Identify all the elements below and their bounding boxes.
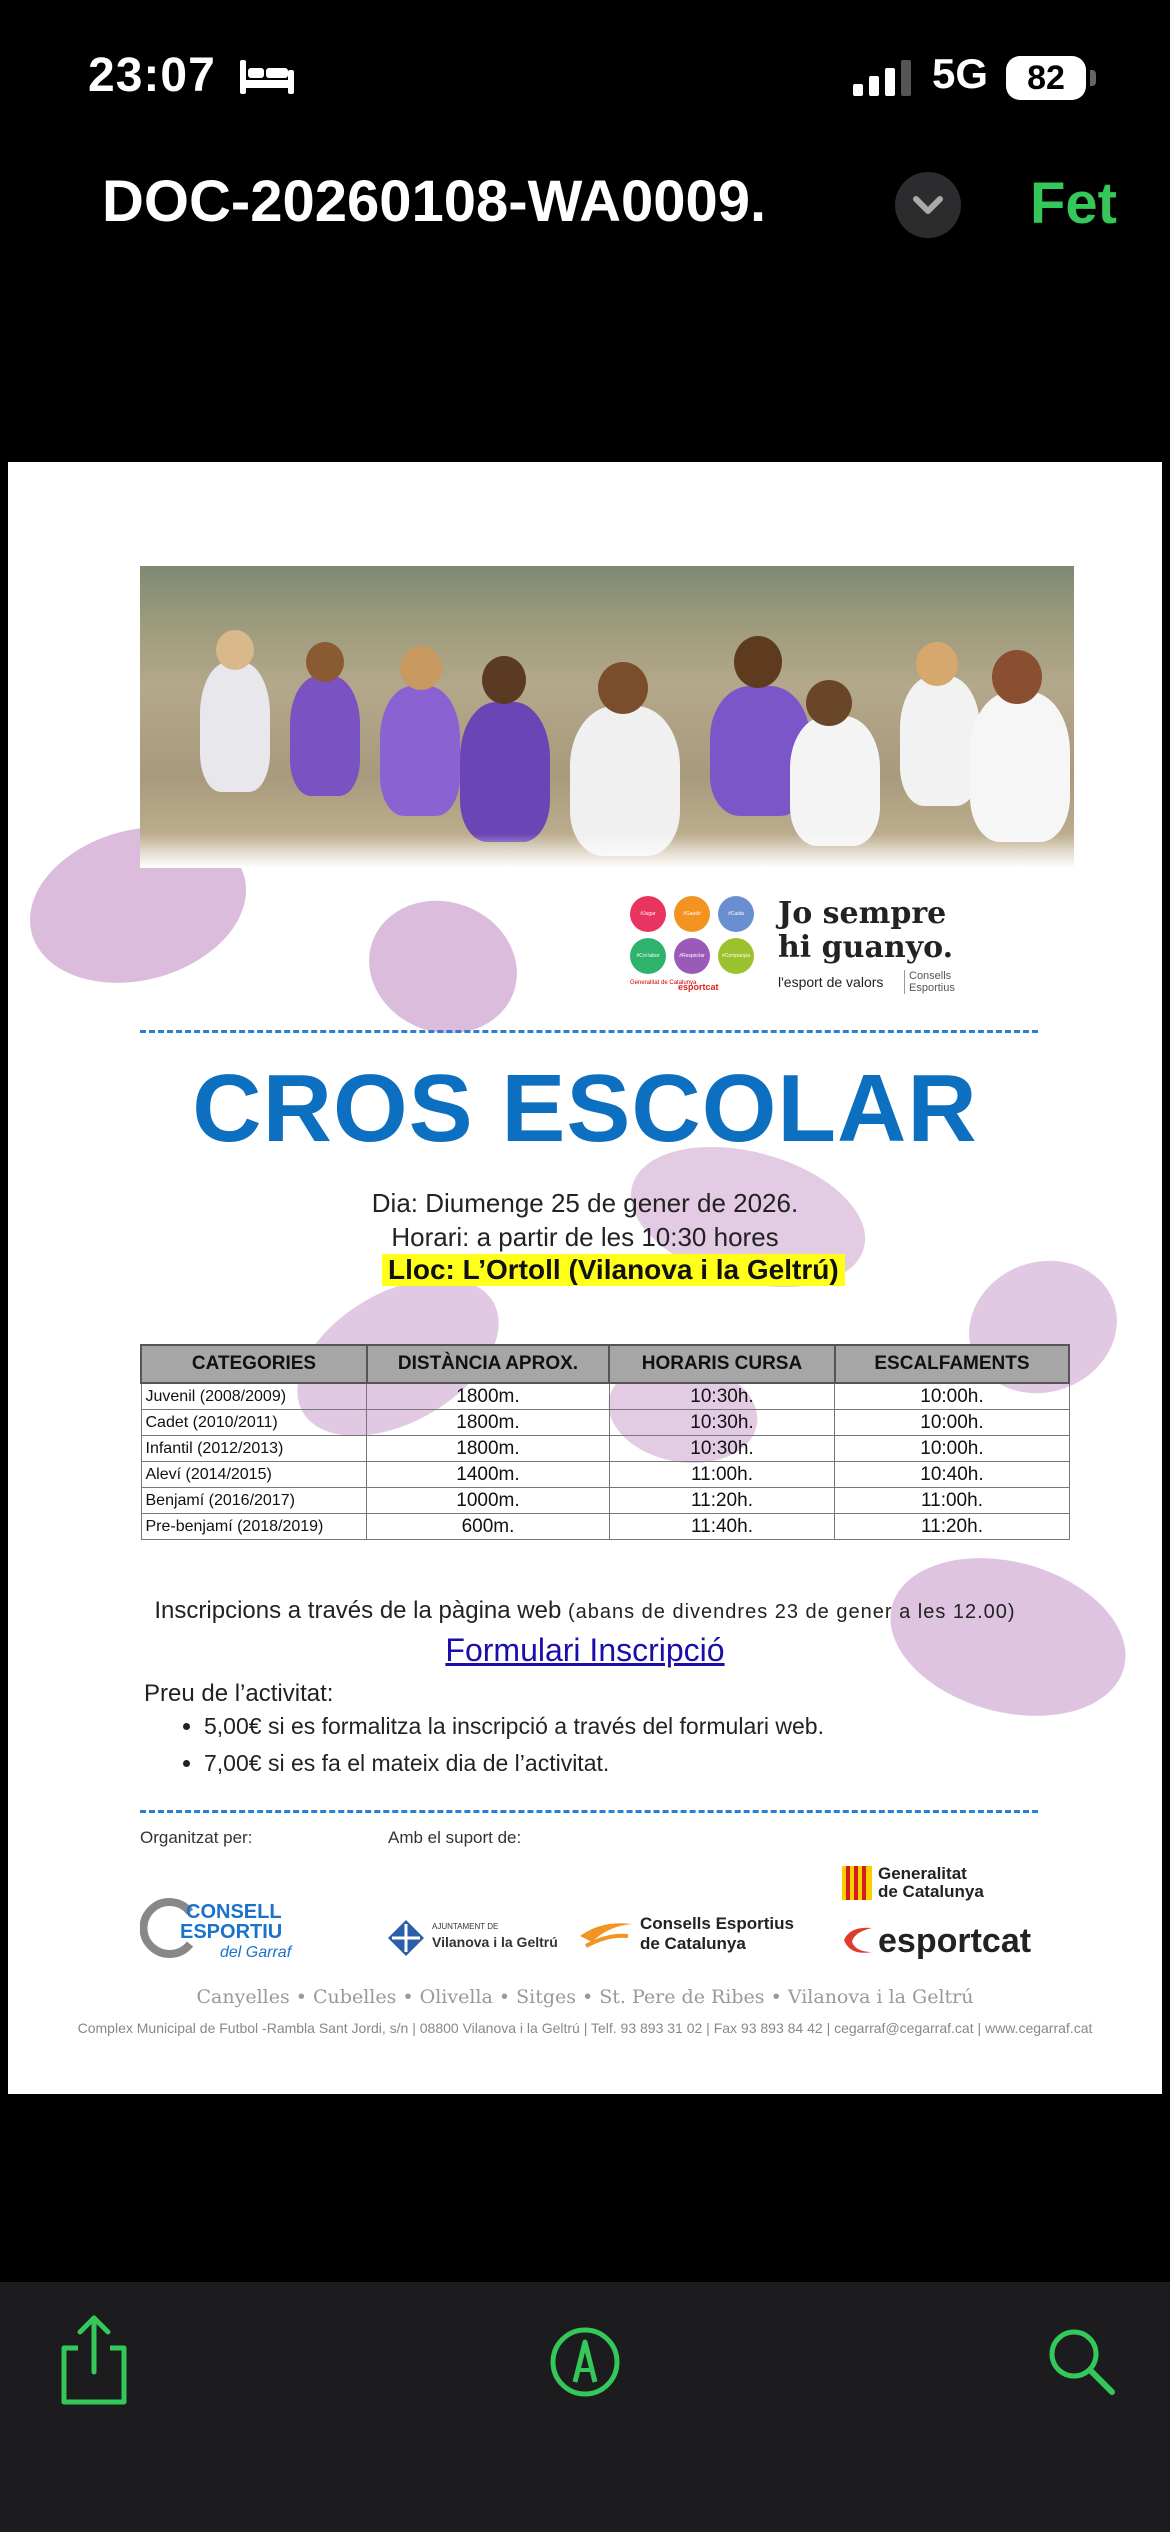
logo-dot: #Cuida: [718, 896, 754, 932]
table-cell: 11:20h.: [609, 1488, 835, 1514]
battery-level: 82: [1006, 56, 1086, 100]
consell-line3: del Garraf: [220, 1944, 292, 1961]
table-cell: 10:00h.: [835, 1436, 1069, 1462]
consell-esportiu-garraf-logo: [140, 1898, 310, 1972]
table-cell: 11:00h.: [609, 1462, 835, 1488]
logo-dot: #Col·labor: [630, 938, 666, 974]
table-row: [141, 1462, 1069, 1488]
inscriptions-text: Inscripcions a través de la pàgina web: [154, 1597, 562, 1624]
document-page[interactable]: [8, 462, 1162, 2094]
logo-dot: #Respectar: [674, 938, 710, 974]
footer-address: Complex Municipal de Futbol -Rambla Sant Jordi, s/n | 08800 Vilanova i la Geltrú | Telf. 93 893 31 02 | Fax 93 893 84 42 | cegarraf@cegarraf.cat | www.cegarraf.cat: [77, 2020, 1093, 2036]
event-date: Dia: Diumenge 25 de gener de 2026.: [371, 1188, 799, 1218]
logo-esportcat-mark: esportcat: [678, 982, 719, 992]
table-cell: 1400m.: [367, 1462, 609, 1488]
event-title: CROS ESCOLAR: [192, 1055, 978, 1162]
table-row: [141, 1488, 1069, 1514]
table-cell: 1800m.: [367, 1383, 609, 1410]
table-cell: Infantil (2012/2013): [141, 1436, 367, 1462]
table-header: HORARIS CURSA: [609, 1345, 835, 1383]
table-cell: 10:30h.: [609, 1410, 835, 1436]
table-cell: 600m.: [367, 1514, 609, 1540]
bed-icon: [238, 56, 296, 96]
ajuntament-vilanova-logo: [386, 1918, 556, 1958]
logo-line1: Jo sempre: [778, 896, 947, 931]
price-list: [174, 1708, 824, 1782]
done-button[interactable]: Fet: [1030, 171, 1117, 236]
table-cell: Benjamí (2016/2017): [141, 1488, 367, 1514]
dashed-divider: [140, 1030, 1038, 1033]
table-cell: 10:30h.: [609, 1436, 835, 1462]
consells-line1: Consells Esportius: [640, 1914, 794, 1933]
event-time: Horari: a partir de les 10:30 hores: [391, 1222, 779, 1252]
battery-icon: [1006, 56, 1096, 100]
table-cell: Cadet (2010/2011): [141, 1410, 367, 1436]
towns-list: Canyelles • Cubelles • Olivella • Sitges • St. Pere de Ribes • Vilanova i la Geltrú: [196, 1986, 974, 2008]
consell-line1: CONSELL: [186, 1901, 282, 1923]
ajuntament-name: Vilanova i la Geltrú: [432, 1934, 558, 1950]
table-cell: 11:40h.: [609, 1514, 835, 1540]
table-row: [141, 1383, 1069, 1410]
table-cell: 1000m.: [367, 1488, 609, 1514]
logo-dot: #Jugar: [630, 896, 666, 932]
table-cell: 11:20h.: [835, 1514, 1069, 1540]
table-cell: 11:00h.: [835, 1488, 1069, 1514]
ajuntament-emblem-icon: [386, 1918, 426, 1958]
registration-form-link[interactable]: Formulari Inscripció: [445, 1632, 725, 1668]
generalitat-line2: de Catalunya: [878, 1882, 984, 1901]
table-header: ESCALFAMENTS: [835, 1345, 1069, 1383]
table-cell: 10:00h.: [835, 1410, 1069, 1436]
table-header: DISTÀNCIA APROX.: [367, 1345, 609, 1383]
shoe-print-decoration: [350, 880, 535, 1053]
status-time: 23:07: [88, 49, 216, 102]
markup-icon[interactable]: [545, 2308, 625, 2408]
logo-council: Consells Esportius: [904, 970, 969, 994]
consells-swoosh-icon: [578, 1912, 634, 1952]
logo-tagline: l'esport de valors: [778, 974, 884, 990]
inscriptions-line: [8, 1597, 1162, 1625]
esportcat-text: esportcat: [878, 1922, 1032, 1960]
table-header-row: [141, 1345, 1069, 1383]
price-item: • 5,00€ si es formalitza la inscripció a través del formulari web.: [204, 1708, 824, 1745]
inscriptions-note: (abans de divendres 23 de gener a les 12.00): [567, 1601, 1016, 1623]
categories-table: [140, 1344, 1070, 1540]
esportcat-logo: [840, 1918, 1040, 1962]
ajuntament-small: AJUNTAMENT DE: [432, 1922, 499, 1931]
price-label: Preu de l’activitat:: [144, 1680, 334, 1707]
consells-line2: de Catalunya: [640, 1934, 746, 1953]
search-icon[interactable]: [1040, 2308, 1120, 2408]
support-label: Amb el suport de:: [388, 1828, 522, 1847]
table-row: [141, 1436, 1069, 1462]
consell-line2: ESPORTIU: [180, 1921, 283, 1943]
table-cell: Juvenil (2008/2009): [141, 1383, 367, 1410]
dashed-divider: [140, 1810, 1038, 1813]
logo-dot: #Companyia: [718, 938, 754, 974]
jo-sempre-hi-guanyo-logo: [630, 896, 960, 1006]
logo-dot: #Gaudir: [674, 896, 710, 932]
network-type: 5G: [932, 50, 989, 97]
table-cell: 1800m.: [367, 1410, 609, 1436]
generalitat-emblem-icon: [842, 1866, 872, 1900]
document-title[interactable]: DOC-20260108-WA0009.: [102, 169, 767, 234]
organized-by-label: Organitzat per:: [140, 1828, 253, 1847]
table-header: CATEGORIES: [141, 1345, 367, 1383]
signal-icon: [853, 60, 915, 96]
chevron-down-icon: [895, 172, 961, 238]
table-row: [141, 1514, 1069, 1540]
table-row: [141, 1410, 1069, 1436]
table-cell: 10:30h.: [609, 1383, 835, 1410]
runners-photo: [140, 566, 1074, 868]
table-cell: Pre-benjamí (2018/2019): [141, 1514, 367, 1540]
share-icon[interactable]: [54, 2308, 134, 2408]
title-menu-button[interactable]: [895, 172, 961, 238]
table-cell: 10:00h.: [835, 1383, 1069, 1410]
esportcat-swoosh-icon: [840, 1922, 876, 1958]
generalitat-line1: Generalitat: [878, 1864, 967, 1883]
table-cell: Aleví (2014/2015): [141, 1462, 367, 1488]
price-item: • 7,00€ si es fa el mateix dia de l’activitat.: [204, 1745, 824, 1782]
table-cell: 1800m.: [367, 1436, 609, 1462]
consells-esportius-catalunya-logo: [578, 1912, 808, 1956]
event-place: Lloc: L’Ortoll (Vilanova i la Geltrú): [382, 1254, 845, 1286]
logo-line2: hi guanyo.: [778, 930, 954, 965]
logo-generalitat-mark: Generalitat de Catalunya: [630, 980, 697, 986]
generalitat-logo: [840, 1864, 1000, 1904]
table-cell: 10:40h.: [835, 1462, 1069, 1488]
